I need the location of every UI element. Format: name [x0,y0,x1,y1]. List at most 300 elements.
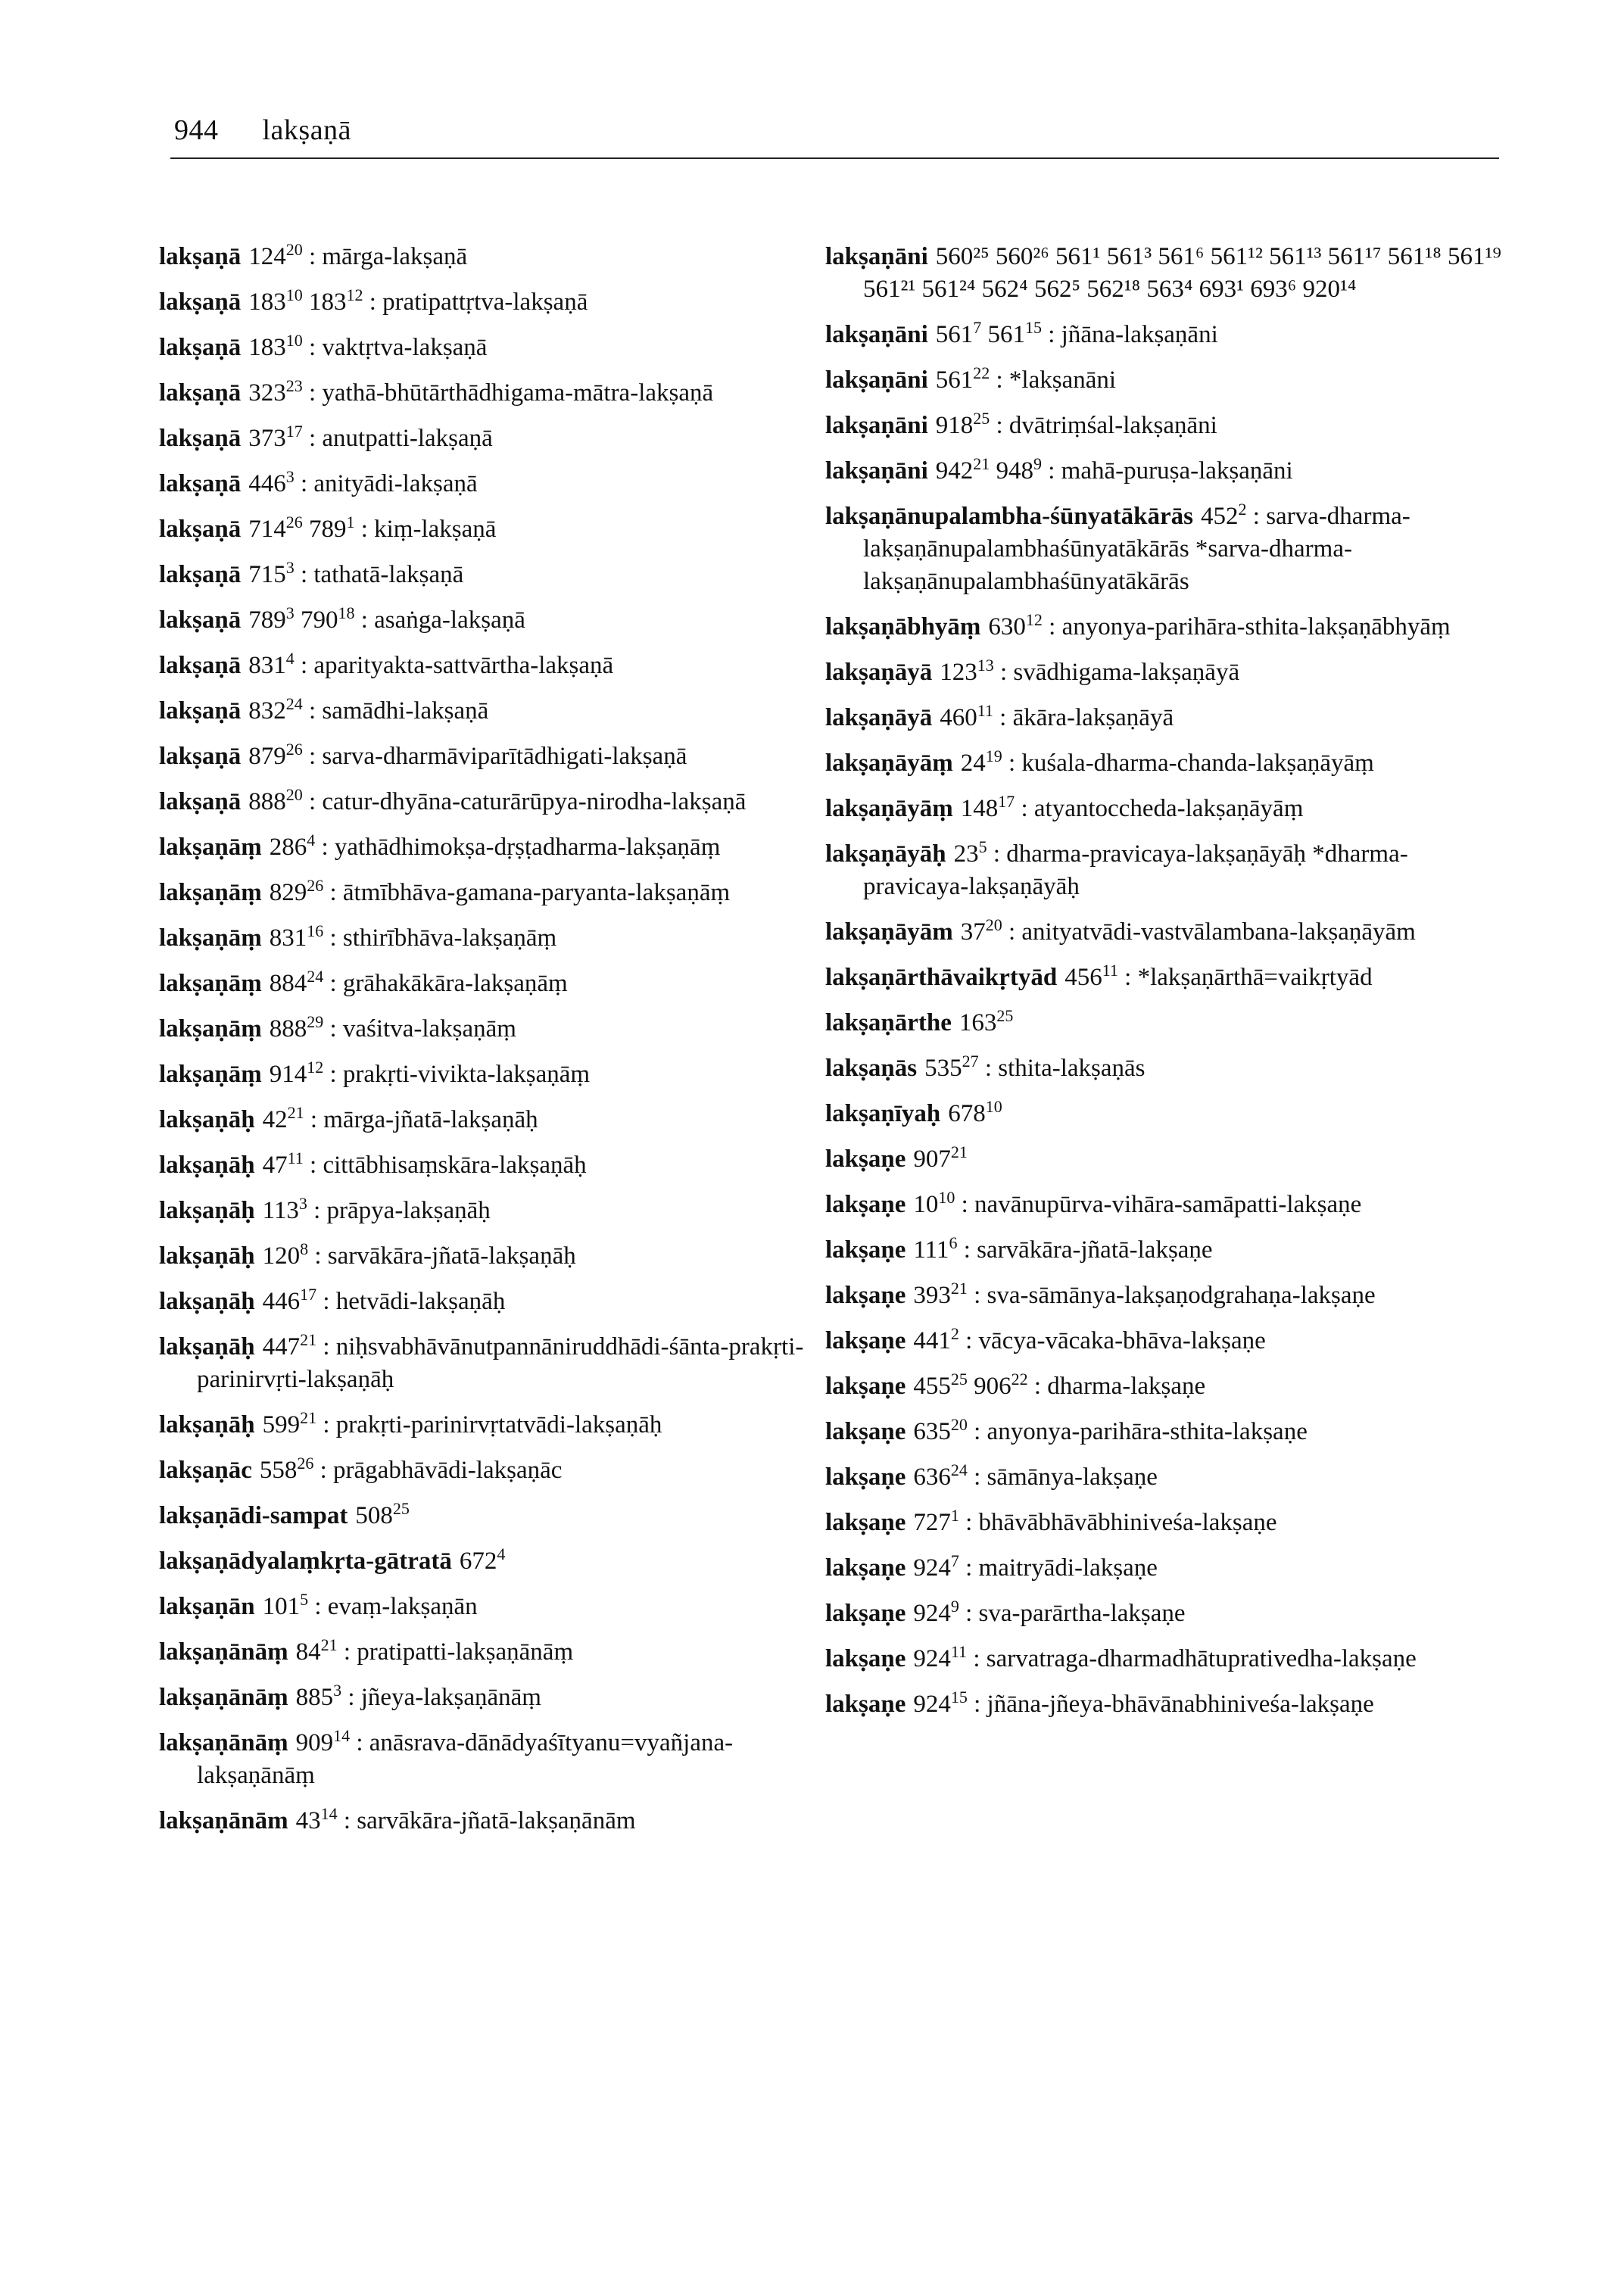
line-number: 3 [333,1681,342,1700]
line-number: 10 [985,1097,1002,1116]
line-number: 3 [298,1194,307,1213]
index-entry: lakṣaṇāc $558^{26}$ : prāgabhāvādi-lakṣaṇāc [159,1454,563,1484]
entry-reference: $918^{25}$ [935,409,990,439]
entry-headword: lakṣaṇe [825,1282,906,1309]
entry-headword: lakṣaṇā [159,425,242,452]
line-number: 21 [300,1330,317,1349]
entry-headword: lakṣaṇāṃ [159,970,262,997]
line-number: 8 [300,1239,309,1258]
line-number: 11 [287,1149,304,1167]
line-number: 18 [338,603,355,622]
index-entry: lakṣaṇā $879^{26}$ : sarva-dharmāviparītādhigati-lakṣaṇā [159,740,687,770]
header-rule [170,157,1499,159]
entry-headword: lakṣaṇāyāṃ [825,795,953,822]
index-entry: lakṣaṇānupalambha-śūnyatākārās $452^2$ : sarva-dharma-lakṣaṇānupalambhaśūnyatākārās *sarva-dharma-lakṣaṇānupalambhaśūnyatākārās [825,500,1410,595]
entry-headword: lakṣaṇāni [825,412,928,439]
entry-headword: lakṣaṇāḥ [159,1152,255,1179]
line-number: 1 [950,1506,959,1525]
index-entry: lakṣaṇānāṃ $885^3$ : jñeya-lakṣaṇānāṃ [159,1681,541,1711]
line-number: 11 [977,701,993,720]
index-entry: lakṣaṇāṃ $286^4$ : yathādhimokṣa-dṛṣṭadharma-lakṣaṇāṃ [159,831,721,861]
entry-reference: $452^2$ [1201,500,1247,530]
entry-reference: $884^{24}$ [269,967,324,997]
entry-compound: asaṅga-lakṣaṇā [374,606,525,634]
index-entry: lakṣaṇāyāṃ $24^{19}$ : kuśala-dharma-chanda-lakṣaṇāyāṃ [825,746,1374,777]
line-number: 21 [320,1635,338,1654]
line-number: 10 [285,285,303,304]
line-number: 2 [950,1324,959,1343]
entry-headword: lakṣaṇā [159,743,242,770]
entry-headword: lakṣaṇā [159,516,242,543]
entry-headword: lakṣaṇādyalaṃkṛta-gātratā [159,1548,452,1575]
entry-headword: lakṣaṇāyāṃ [825,750,953,777]
entry-headword: lakṣaṇe [825,1145,906,1173]
entry-compound: prāgabhāvādi-lakṣaṇāc [333,1457,563,1484]
entry-headword: lakṣaṇāni [825,457,928,485]
line-number: 25 [392,1499,410,1518]
entry-headword: lakṣaṇāni [825,366,928,394]
entry-compound: yathādhimokṣa-dṛṣṭadharma-lakṣaṇāṃ [334,834,721,861]
entry-reference: $23^5$ [953,837,987,868]
index-entry: lakṣaṇāni $942^{21}$ $948^9$ : mahā-puruṣa-lakṣaṇāni [825,454,1293,485]
index-entry: lakṣaṇāḥ $447^{21}$ : niḥsvabhāvānutpannāniruddhādi-śānta-prakṛti-parinirvṛti-lakṣaṇāḥ [159,1330,804,1393]
entry-compound: anyonya-parihāra-sthita-lakṣaṇe [987,1418,1308,1445]
entry-headword: lakṣaṇe [825,1463,906,1491]
entry-compound: niḥsvabhāvānutpannāniruddhādi-śānta-prakṛti-parinirvṛti-lakṣaṇāḥ [197,1333,804,1393]
line-number: 26 [297,1454,314,1473]
entry-reference: $924^7$ [913,1551,959,1582]
entry-headword: lakṣaṇe [825,1327,906,1354]
index-entry: lakṣaṇā $446^3$ : anityādi-lakṣaṇā [159,467,478,497]
index-entry: lakṣaṇāyā $460^{11}$ : ākāra-lakṣaṇāyā [825,701,1174,731]
entry-compound: vācya-vācaka-bhāva-lakṣaṇe [978,1327,1266,1354]
entry-reference: $715^3$ [248,558,295,588]
line-number: 19 [985,746,1002,765]
line-number: 11 [950,1642,968,1661]
entry-reference: $924^9$ [913,1597,959,1627]
index-entry: lakṣaṇāyām $37^{20}$ : anityatvādi-vastvālambana-lakṣaṇāyām [825,915,1416,946]
line-number: 4 [285,649,295,668]
entry-reference: $120^8$ [262,1239,309,1270]
entry-compound: svādhigama-lakṣaṇāyā [1013,659,1240,686]
entry-reference: $599^{21}$ [262,1408,317,1438]
entry-reference: $123^{13}$ [940,656,994,686]
entry-compound: *lakṣaṇārthā=vaikṛtyād [1137,964,1373,991]
entry-reference: $879^{26}$ [248,740,303,770]
entry-compound: anāsrava-dānādyaśītyanu=vyañjana-lakṣaṇānāṃ [197,1729,734,1789]
entry-headword: lakṣaṇāḥ [159,1242,255,1270]
entry-reference: $909^{14}$ [295,1726,351,1756]
entry-compound: vaktṛtva-lakṣaṇā [322,334,488,361]
entry-compound: vaśitva-lakṣaṇāṃ [342,1015,516,1043]
entry-compound: bhāvābhāvābhiniveśa-lakṣaṇe [978,1509,1277,1536]
entry-reference: $907^{21}$ [913,1142,968,1173]
entry-reference: $84^{21}$ [295,1635,338,1666]
entry-headword: lakṣaṇāḥ [159,1288,255,1315]
index-entry: lakṣaṇāḥ $113^3$ : prāpya-lakṣaṇāḥ [159,1194,491,1224]
entry-headword: lakṣaṇā [159,697,242,725]
line-number: 7 [950,1551,959,1570]
entry-reference: $678^{10}$ [948,1097,1002,1127]
entry-reference: $441^2$ [913,1324,959,1354]
line-number: 16 [307,921,324,940]
entry-headword: lakṣaṇārthe [825,1009,952,1036]
line-number: 20 [985,915,1002,934]
entry-reference: $831^{16}$ [269,921,324,952]
entry-headword: lakṣaṇāṃ [159,834,262,861]
line-number: 26 [285,513,303,531]
line-number: 1 [346,513,355,531]
entry-compound: aparityakta-sattvārtha-lakṣaṇā [313,652,614,679]
index-entry: lakṣaṇāṃ $829^{26}$ : ātmībhāva-gamana-paryanta-lakṣaṇāṃ [159,876,731,906]
line-number: 6 [949,1233,958,1252]
entry-compound: sva-parārtha-lakṣaṇe [978,1600,1186,1627]
entry-reference: $47^{11}$ [262,1149,304,1179]
line-number: 21 [287,1103,304,1122]
entry-headword: lakṣaṇā [159,788,242,815]
entry-headword: lakṣaṇe [825,1191,906,1218]
left-column [159,241,825,1850]
index-entry [159,1500,825,1532]
entry-reference: $111^6$ [913,1233,958,1264]
line-number: 25 [973,409,990,428]
entry-reference: $888^{29}$ [269,1012,324,1043]
entry-reference: $924^{15}$ [913,1688,968,1718]
index-entry: lakṣaṇāḥ $120^8$ : sarvākāra-jñatā-lakṣaṇāḥ [159,1239,576,1270]
entry-compound: sthita-lakṣaṇās [998,1055,1146,1082]
entry-compound: dvātriṃśal-lakṣaṇāni [1008,412,1217,439]
entry-compound: catur-dhyāna-caturārūpya-nirodha-lakṣaṇā [322,788,747,815]
entry-headword: lakṣaṇe [825,1509,906,1536]
entry-compound: pratipattṛtva-lakṣaṇā [382,288,588,316]
line-number: 12 [346,285,363,304]
index-entry: lakṣaṇe $455^{25}$ $906^{22}$ : dharma-lakṣaṇe [825,1370,1206,1400]
index-entry: lakṣaṇāni $918^{25}$ : dvātriṃśal-lakṣaṇāni [825,409,1217,439]
entry-reference: $672^4$ [459,1544,506,1575]
entry-compound: dharma-lakṣaṇe [1047,1373,1206,1400]
entry-reference: $630^{12}$ [988,610,1043,641]
entry-reference: $447^{21}$ [262,1330,317,1361]
entry-headword: lakṣaṇāyāḥ [825,840,946,868]
line-number: 20 [950,1415,968,1434]
entry-headword: lakṣaṇā [159,606,242,634]
entry-compound: anityatvādi-vastvālambana-lakṣaṇāyām [1021,918,1416,946]
index-entry [159,1545,825,1578]
entry-compound: dharma-pravicaya-lakṣaṇāyāḥ *dharma-pravicaya-lakṣaṇāyāḥ [863,840,1408,900]
entry-reference: $636^{24}$ [913,1460,968,1491]
entry-reference: $455^{25}$ $906^{22}$ [913,1370,1028,1400]
line-number: 9 [1033,454,1042,473]
line-number: 4 [307,831,316,849]
entry-reference: $535^{27}$ [924,1052,979,1082]
entry-headword: lakṣaṇāyām [825,918,953,946]
entry-reference: $888^{20}$ [248,785,303,815]
entry-reference: $183^{10}$ [248,331,303,361]
line-number: 24 [285,694,303,713]
entry-reference: $393^{21}$ [913,1279,968,1309]
entry-headword: lakṣaṇās [825,1055,918,1082]
index-entry: lakṣaṇe $393^{21}$ : sva-sāmānya-lakṣaṇodgrahaṇa-lakṣaṇe [825,1279,1376,1309]
line-number: 4 [497,1544,506,1563]
entry-reference: $714^{26}$ $789^1$ [248,513,355,543]
entry-compound: tathatā-lakṣaṇā [313,561,464,588]
entry-compound: hetvādi-lakṣaṇāḥ [335,1288,506,1315]
entry-compound: sāmānya-lakṣaṇe [987,1463,1158,1491]
entry-compound: cittābhisaṃskāra-lakṣaṇāḥ [323,1152,587,1179]
index-entry: lakṣaṇāni $561^{22}$ : *lakṣanāni [825,363,1117,394]
entry-reference: $286^4$ [269,831,316,861]
entry-headword: lakṣaṇādi-sampat [159,1502,348,1529]
entry-headword: lakṣaṇāḥ [159,1411,255,1438]
line-number: 29 [307,1012,324,1031]
entry-compound: sarva-dharma-lakṣaṇānupalambhaśūnyatākārās *sarva-dharma-lakṣaṇānupalambhaśūnyatākārās [863,503,1410,595]
entry-headword: lakṣaṇe [825,1691,906,1718]
line-number: 10 [938,1188,955,1207]
index-entry: lakṣaṇā $124^{20}$ : mārga-lakṣaṇā [159,240,468,270]
entry-headword: lakṣaṇe [825,1600,906,1627]
index-entry: lakṣaṇā $888^{20}$ : catur-dhyāna-caturārūpya-nirodha-lakṣaṇā [159,785,747,815]
running-headword: lakṣaṇā [262,114,351,146]
entry-headword: lakṣaṇāṃ [159,1015,262,1043]
line-number: 10 [285,331,303,350]
index-entry: lakṣaṇe $441^2$ : vācya-vācaka-bhāva-lakṣaṇe [825,1324,1266,1354]
line-number: 23 [285,376,303,395]
entry-headword: lakṣaṇāḥ [159,1197,255,1224]
entry-headword: lakṣaṇāḥ [159,1333,255,1361]
line-number: 17 [285,422,303,441]
index-entry [825,1143,1507,1176]
entry-compound: anityādi-lakṣaṇā [313,470,478,497]
index-entry: lakṣaṇā $373^{17}$ : anutpatti-lakṣaṇā [159,422,493,452]
entry-compound: sarvākāra-jñatā-lakṣaṇāḥ [327,1242,576,1270]
index-entry: lakṣaṇe $636^{24}$ : sāmānya-lakṣaṇe [825,1460,1158,1491]
index-entry: lakṣaṇāṃ $831^{16}$ : sthirībhāva-lakṣaṇāṃ [159,921,557,952]
entry-headword: lakṣaṇānām [159,1807,288,1834]
entry-reference: $42^{21}$ [262,1103,304,1133]
entry-compound: prakṛti-vivikta-lakṣaṇāṃ [342,1061,591,1088]
entry-compound: sthirībhāva-lakṣaṇāṃ [342,924,557,952]
entry-compound: kiṃ-lakṣaṇā [374,516,497,543]
entry-compound: anyonya-parihāra-sthita-lakṣaṇābhyāṃ [1061,613,1451,641]
line-number: 21 [950,1142,968,1161]
line-number: 21 [950,1279,968,1298]
entry-reference: $113^3$ [262,1194,307,1224]
entry-compound: prāpya-lakṣaṇāḥ [326,1197,491,1224]
index-entry: lakṣaṇāṃ $914^{12}$ : prakṛti-vivikta-lakṣaṇāṃ [159,1058,591,1088]
index-entry: lakṣaṇā $831^4$ : aparityakta-sattvārtha-lakṣaṇā [159,649,614,679]
right-column [825,241,1507,1734]
entry-reference: $558^{26}$ [259,1454,314,1484]
entry-compound: sva-sāmānya-lakṣaṇodgrahaṇa-lakṣaṇe [987,1282,1376,1309]
entry-compound: samādhi-lakṣaṇā [322,697,489,725]
entry-reference: $446^3$ [248,467,295,497]
line-number: 2 [1238,500,1247,519]
line-number: 15 [950,1688,968,1706]
entry-reference: $37^{20}$ [960,915,1002,946]
index-entry: lakṣaṇānāṃ $909^{14}$ : anāsrava-dānādyaśītyanu=vyañjana-lakṣaṇānāṃ [159,1726,734,1789]
index-entry: lakṣaṇān $101^5$ : evaṃ-lakṣaṇān [159,1590,478,1620]
line-number: 14 [333,1726,351,1745]
index-entry: lakṣaṇā $714^{26}$ $789^1$ : kiṃ-lakṣaṇā [159,513,497,543]
entry-headword: lakṣaṇe [825,1236,906,1264]
entry-compound: kuśala-dharma-chanda-lakṣaṇāyāṃ [1021,750,1374,777]
index-entry [825,241,1507,306]
entry-reference: $914^{12}$ [269,1058,324,1088]
line-number: 21 [973,454,990,473]
entry-reference: $635^{20}$ [913,1415,968,1445]
index-entry: lakṣaṇānāṃ $84^{21}$ : pratipatti-lakṣaṇānāṃ [159,1635,574,1666]
entry-compound: grāhakākāra-lakṣaṇāṃ [342,970,568,997]
index-entry: lakṣaṇā $183^{10}$ : vaktṛtva-lakṣaṇā [159,331,488,361]
index-entry: lakṣaṇe $727^1$ : bhāvābhāvābhiniveśa-lakṣaṇe [825,1506,1277,1536]
line-number: 11 [1102,961,1118,980]
index-entry: lakṣaṇā $832^{24}$ : samādhi-lakṣaṇā [159,694,489,725]
line-number: 26 [307,876,324,895]
entry-headword: lakṣaṇā [159,470,242,497]
entry-reference: $446^{17}$ [262,1285,317,1315]
entry-compound: pratipatti-lakṣaṇānāṃ [357,1638,574,1666]
entry-headword: lakṣaṇānāṃ [159,1638,288,1666]
line-number: 3 [285,467,295,486]
index-entry: lakṣaṇāyāḥ $23^5$ : dharma-pravicaya-lakṣaṇāyāḥ *dharma-pravicaya-lakṣaṇāyāḥ [825,837,1408,900]
index-entry: lakṣaṇāḥ $47^{11}$ : cittābhisaṃskāra-lakṣaṇāḥ [159,1149,587,1179]
entry-headword: lakṣaṇān [159,1593,255,1620]
entry-headword: lakṣaṇe [825,1418,906,1445]
entry-compound: evaṃ-lakṣaṇān [327,1593,478,1620]
line-number: 12 [307,1058,324,1077]
entry-headword: lakṣaṇā [159,243,242,270]
entry-headword: lakṣaṇīyaḥ [825,1100,941,1127]
entry-reference: $942^{21}$ $948^9$ [935,454,1042,485]
entry-compound: maitryādi-lakṣaṇe [978,1554,1158,1582]
entry-reference: $829^{26}$ [269,876,324,906]
entry-compound: sarvatraga-dharmadhātuprativedha-lakṣaṇe [986,1645,1417,1672]
entry-reference: $43^{14}$ [295,1804,338,1834]
line-number: 9 [950,1597,959,1616]
entry-compound: mārga-jñatā-lakṣaṇāḥ [323,1106,538,1133]
entry-headword: lakṣaṇe [825,1554,906,1582]
entry-reference: $885^3$ [295,1681,342,1711]
index-entry: lakṣaṇāḥ $599^{21}$ : prakṛti-parinirvṛtatvādi-lakṣaṇāḥ [159,1408,662,1438]
entry-compound: mārga-lakṣaṇā [322,243,468,270]
entry-compound: sarva-dharmāviparītādhigati-lakṣaṇā [322,743,687,770]
entry-headword: lakṣaṇā [159,561,242,588]
line-number: 14 [320,1804,338,1823]
index-entry: lakṣaṇāyā $123^{13}$ : svādhigama-lakṣaṇāyā [825,656,1240,686]
entry-headword: lakṣaṇe [825,1645,906,1672]
entry-compound: atyantoccheda-lakṣaṇāyāṃ [1033,795,1304,822]
entry-compound: anutpatti-lakṣaṇā [322,425,493,452]
index-entry: lakṣaṇe $635^{20}$ : anyonya-parihāra-sthita-lakṣaṇe [825,1415,1308,1445]
entry-headword: lakṣaṇāṃ [159,1061,262,1088]
entry-headword: lakṣaṇānupalambha-śūnyatākārās [825,503,1194,530]
line-number: 5 [300,1590,309,1609]
line-number: 13 [977,656,994,675]
index-entry: lakṣaṇāyāṃ $148^{17}$ : atyantoccheda-lakṣaṇāyāṃ [825,792,1304,822]
line-number: 5 [978,837,987,856]
index-entry: lakṣaṇe $924^{11}$ : sarvatraga-dharmadhātuprativedha-lakṣaṇe [825,1642,1417,1672]
entry-compound: sarvākāra-jñatā-lakṣaṇe [977,1236,1213,1264]
entry-compound: jñāna-jñeya-bhāvānabhiniveśa-lakṣaṇe [987,1691,1374,1718]
index-entry: lakṣaṇā $183^{10}$ $183^{12}$ : pratipattṛtva-lakṣaṇā [159,285,588,316]
line-number: 25 [950,1370,968,1389]
line-number: 22 [1011,1370,1028,1389]
line-number: 27 [962,1052,979,1071]
line-number: 24 [950,1460,968,1479]
index-entry: lakṣaṇāni $561^7$ $561^{15}$ : jñāna-lakṣaṇāni [825,318,1218,348]
entry-compound: sarvākāra-jñatā-lakṣaṇānām [357,1807,636,1834]
line-number: 15 [1025,318,1042,337]
entry-compound: ākāra-lakṣaṇāyā [1012,704,1174,731]
entry-headword: lakṣaṇāṃ [159,879,262,906]
index-entry: lakṣaṇārthāvaikṛtyād $456^{11}$ : *lakṣaṇārthā=vaikṛtyād [825,961,1373,991]
entry-compound: jñāna-lakṣaṇāni [1061,321,1218,348]
entry-reference: $163^{25}$ [959,1006,1014,1036]
line-number: 20 [285,240,303,259]
entry-headword: lakṣaṇāyā [825,704,933,731]
index-entry: lakṣaṇe $10^{10}$ : navānupūrva-vihāra-samāpatti-lakṣaṇe [825,1188,1362,1218]
index-entry: lakṣaṇābhyāṃ $630^{12}$ : anyonya-parihāra-sthita-lakṣaṇābhyāṃ [825,610,1451,641]
entry-headword: lakṣaṇāni [825,243,928,270]
entry-headword: lakṣaṇā [159,379,242,407]
entry-reference: $508^{25}$ [355,1499,410,1529]
entry-compound: prakṛti-parinirvṛtatvādi-lakṣaṇāḥ [335,1411,662,1438]
entry-headword: lakṣaṇārthāvaikṛtyād [825,964,1058,991]
line-number: 26 [285,740,303,759]
entry-compound: mahā-puruṣa-lakṣaṇāni [1061,457,1293,485]
index-entry: lakṣaṇānām $43^{14}$ : sarvākāra-jñatā-lakṣaṇānām [159,1804,636,1834]
entry-reference: $561^{22}$ [935,363,990,394]
index-entry: lakṣaṇāḥ $42^{21}$ : mārga-jñatā-lakṣaṇāḥ [159,1103,538,1133]
index-entry: lakṣaṇāṃ $884^{24}$ : grāhakākāra-lakṣaṇāṃ [159,967,568,997]
entry-reference: $832^{24}$ [248,694,303,725]
entry-compound: ātmībhāva-gamana-paryanta-lakṣaṇāṃ [342,879,731,906]
entry-headword: lakṣaṇāni [825,321,928,348]
line-number: 21 [300,1408,317,1427]
index-entry: lakṣaṇe $924^7$ : maitryādi-lakṣaṇe [825,1551,1158,1582]
entry-reference: $831^4$ [248,649,295,679]
entry-headword: lakṣaṇā [159,334,242,361]
line-number: 3 [285,558,295,577]
entry-reference: $456^{11}$ [1064,961,1118,991]
entry-reference: $10^{10}$ [913,1188,955,1218]
entry-reference: $924^{11}$ [913,1642,968,1672]
entry-headword: lakṣaṇe [825,1373,906,1400]
entry-reference: $101^5$ [262,1590,309,1620]
entry-reference: $561^7$ $561^{15}$ [935,318,1042,348]
index-entry [825,1007,1507,1039]
entry-reference: $124^{20}$ [248,240,303,270]
entry-reference: $323^{23}$ [248,376,303,407]
entry-headword: lakṣaṇānāṃ [159,1684,288,1711]
entry-compound: yathā-bhūtārthādhigama-mātra-lakṣaṇā [322,379,714,407]
index-entry: lakṣaṇāṃ $888^{29}$ : vaśitva-lakṣaṇāṃ [159,1012,516,1043]
running-header [174,114,351,147]
entry-reference: $460^{11}$ [940,701,993,731]
line-number: 24 [307,967,324,986]
entry-compound: jñeya-lakṣaṇānāṃ [360,1684,541,1711]
index-entry: lakṣaṇāḥ $446^{17}$ : hetvādi-lakṣaṇāḥ [159,1285,506,1315]
entry-reference: $789^3$ $790^{18}$ [248,603,355,634]
entry-headword: lakṣaṇāc [159,1457,252,1484]
entry-reference: $727^1$ [913,1506,959,1536]
entry-headword: lakṣaṇāḥ [159,1106,255,1133]
page-number: 944 [174,114,219,146]
index-entry: lakṣaṇe $924^{15}$ : jñāna-jñeya-bhāvānabhiniveśa-lakṣaṇe [825,1688,1374,1718]
entry-reference: $148^{17}$ [960,792,1015,822]
index-entry: lakṣaṇe $924^9$ : sva-parārtha-lakṣaṇe [825,1597,1186,1627]
index-entry: lakṣaṇās $535^{27}$ : sthita-lakṣaṇās [825,1052,1146,1082]
